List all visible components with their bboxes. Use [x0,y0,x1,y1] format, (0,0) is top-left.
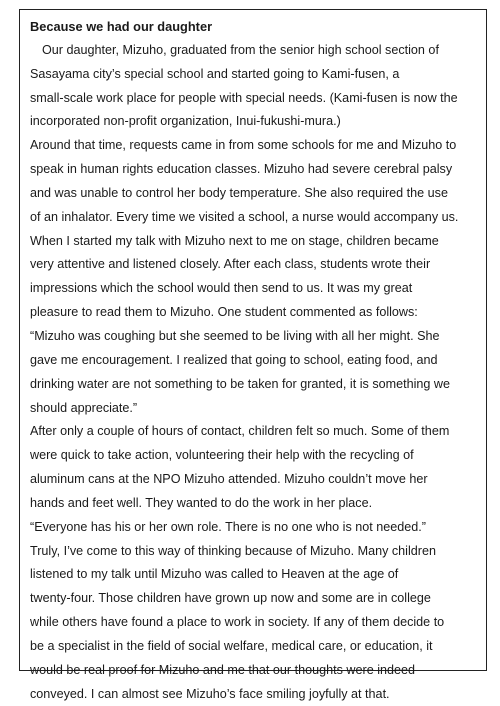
text-line: while others have found a place to work in society. If any of them decide to [30,615,445,630]
text-line: aluminum cans at the NPO Mizuho attended. Mizuho couldn’t move her [30,472,428,487]
text-line: twenty-four. Those children have grown up now and some are in college [30,591,431,606]
text-line: pleasure to read them to Mizuho. One student commented as follows: [30,305,418,320]
text-line: After only a couple of hours of contact, children felt so much. Some of them [30,424,450,439]
text-line: very attentive and listened closely. After each class, students wrote their [30,257,431,272]
text-line: gave me encouragement. I realized that going to school, eating food, and [30,352,438,367]
text-line: speak in human rights education classes. Mizuho had severe cerebral palsy [30,162,453,177]
text-line: should appreciate.” [30,400,138,415]
text-line: small-scale work place for people with special needs. (Kami-fusen is now the [30,90,458,105]
text-line: drinking water are not something to be taken for granted, it is something we [30,376,451,391]
document-body [30,15,485,706]
text-line: of an inhalator. Every time we visited a school, a nurse would accompany us. [30,209,459,224]
text-line: Our daughter, Mizuho, graduated from the senior high school section of [42,42,439,57]
text-line: “Mizuho was coughing but she seemed to be living with all her might. She [30,328,440,343]
text-line: listened to my talk until Mizuho was called to Heaven at the age of [30,567,399,582]
text-line: conveyed. I can almost see Mizuho’s face smiling joyfully at that. [30,686,390,701]
text-line: When I started my talk with Mizuho next to me on stage, children became [30,233,439,248]
text-line: Sasayama city’s special school and started going to Kami-fusen, a [30,66,400,81]
text-line: Truly, I’ve come to this way of thinking because of Mizuho. Many children [30,543,436,558]
text-line: Around that time, requests came in from some schools for me and Mizuho to [30,138,457,153]
text-line: hands and feet well. They wanted to do the work in her place. [30,495,373,510]
text-line: impressions which the school would then send to us. It was my great [30,281,413,296]
text-line: “Everyone has his or her own role. There is no one who is not needed.” [30,519,426,534]
document-title: Because we had our daughter [30,19,213,34]
text-line: would be real proof for Mizuho and me that our thoughts were indeed [30,662,416,677]
text-line: and was unable to control her body temperature. She also required the use [30,185,448,200]
text-line: incorporated non-profit organization, Inui-fukushi-mura.) [30,114,341,129]
text-line: be a specialist in the field of social welfare, medical care, or education, it [30,638,433,653]
text-line: were quick to take action, volunteering their help with the recycling of [30,448,414,463]
